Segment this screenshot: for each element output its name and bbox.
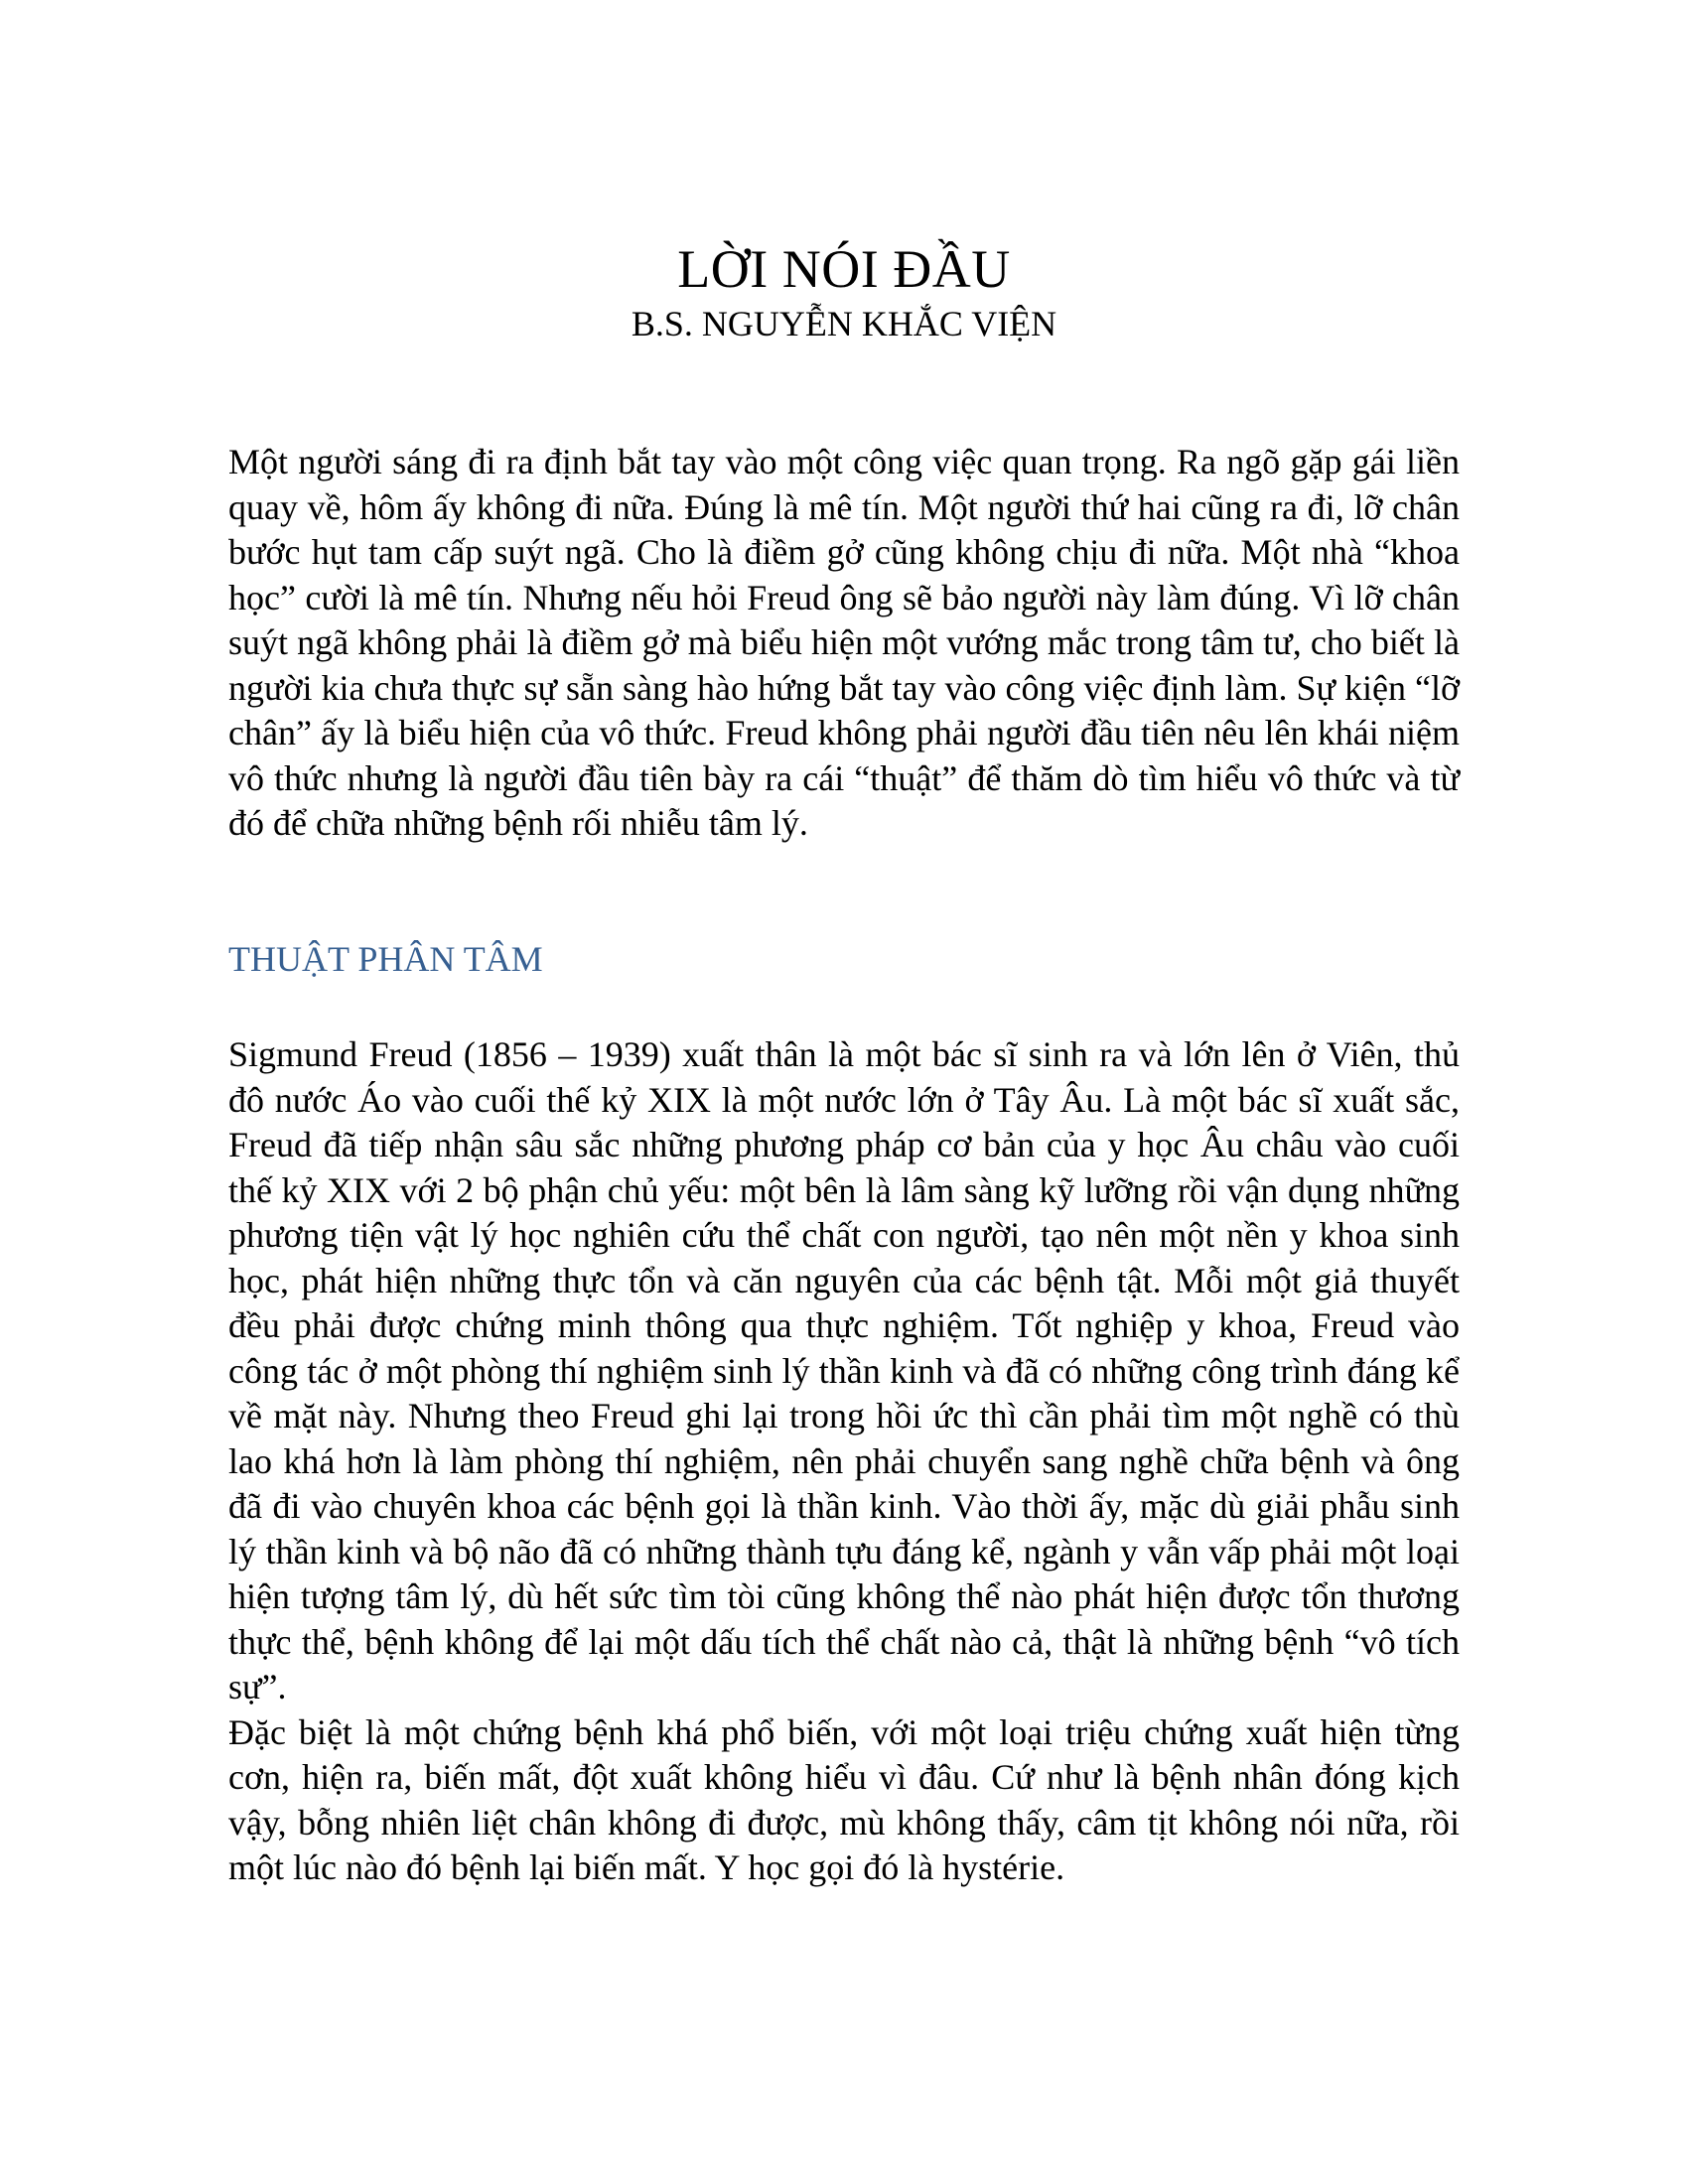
page-title: LỜI NÓI ĐẦU [677, 239, 1011, 299]
section-body [228, 1032, 1460, 1891]
intro-paragraph: Một người sáng đi ra định bắt tay vào một công việc quan trọng. Ra ngõ gặp gái liền quay về, hôm ấy không đi nữa. Đúng là mê tín. Một người thứ hai cũng ra đi, lỡ chân bước hụt tam cấp suýt ngã. Cho là điềm gở cũng không chịu đi nữa. Một nhà “khoa học” cười là mê tín. Nhưng nếu hỏi Freud ông sẽ bảo người này làm đúng. Vì lỡ chân suýt ngã không phải là điềm gở mà biểu hiện một vướng mắc trong tâm tư, cho biết là người kia chưa thực sự sẵn sàng hào hứng bắt tay vào công việc định làm. Sự kiện “lỡ chân” ấy là biểu hiện của vô thức. Freud không phải người đầu tiên nêu lên khái niệm vô thức nhưng là người đầu tiên bày ra cái “thuật” để thăm dò tìm hiểu vô thức và từ đó để chữa những bệnh rối nhiễu tâm lý. [228, 442, 1460, 843]
section-heading: THUẬT PHÂN TÂM [228, 939, 543, 979]
section-paragraph: Đặc biệt là một chứng bệnh khá phổ biến, với một loại triệu chứng xuất hiện từng cơn, hiện ra, biến mất, đột xuất không hiểu vì đâu. Cứ như là bệnh nhân đóng kịch vậy, bỗng nhiên liệt chân không đi được, mù không thấy, câm tịt không nói nữa, rồi một lúc nào đó bệnh lại biến mất. Y học gọi đó là hystérie. [228, 1711, 1460, 1887]
author-subtitle: B.S. NGUYỄN KHẮC VIỆN [631, 304, 1057, 343]
section-paragraph: Sigmund Freud (1856 – 1939) xuất thân là một bác sĩ sinh ra và lớn lên ở Viên, thủ đô nước Áo vào cuối thế kỷ XIX là một nước lớn ở Tây Âu. Là một bác sĩ xuất sắc, Freud đã tiếp nhận sâu sắc những phương pháp cơ bản của y học Âu châu vào cuối thế kỷ XIX với 2 bộ phận chủ yếu: một bên là lâm sàng kỹ lưỡng rồi vận dụng những phương tiện vật lý học nghiên cứu thể chất con người, tạo nên một nền y khoa sinh học, phát hiện những thực tổn và căn nguyên của các bệnh tật. Mỗi một giả thuyết đều phải được chứng minh thông qua thực nghiệm. Tốt nghiệp y khoa, Freud vào công tác ở một phòng thí nghiệm sinh lý thần kinh và đã có những công trình đáng kể về mặt này. Nhưng theo Freud ghi lại trong hồi ức thì cần phải tìm một nghề có thù lao khá hơn là làm phòng thí nghiệm, nên phải chuyển sang nghề chữa bệnh và ông đã đi vào chuyên khoa các bệnh gọi là thần kinh. Vào thời ấy, mặc dù giải phẫu sinh lý thần kinh và bộ não đã có những thành tựu đáng kể, ngành y vẫn vấp phải một loại hiện tượng tâm lý, dù hết sức tìm tòi cũng không thể nào phát hiện được tổn thương thực thể, bệnh không để lại một dấu tích thể chất nào cả, thật là những bệnh “vô tích sự”. [228, 1034, 1460, 1706]
intro-paragraph-block [228, 440, 1460, 847]
